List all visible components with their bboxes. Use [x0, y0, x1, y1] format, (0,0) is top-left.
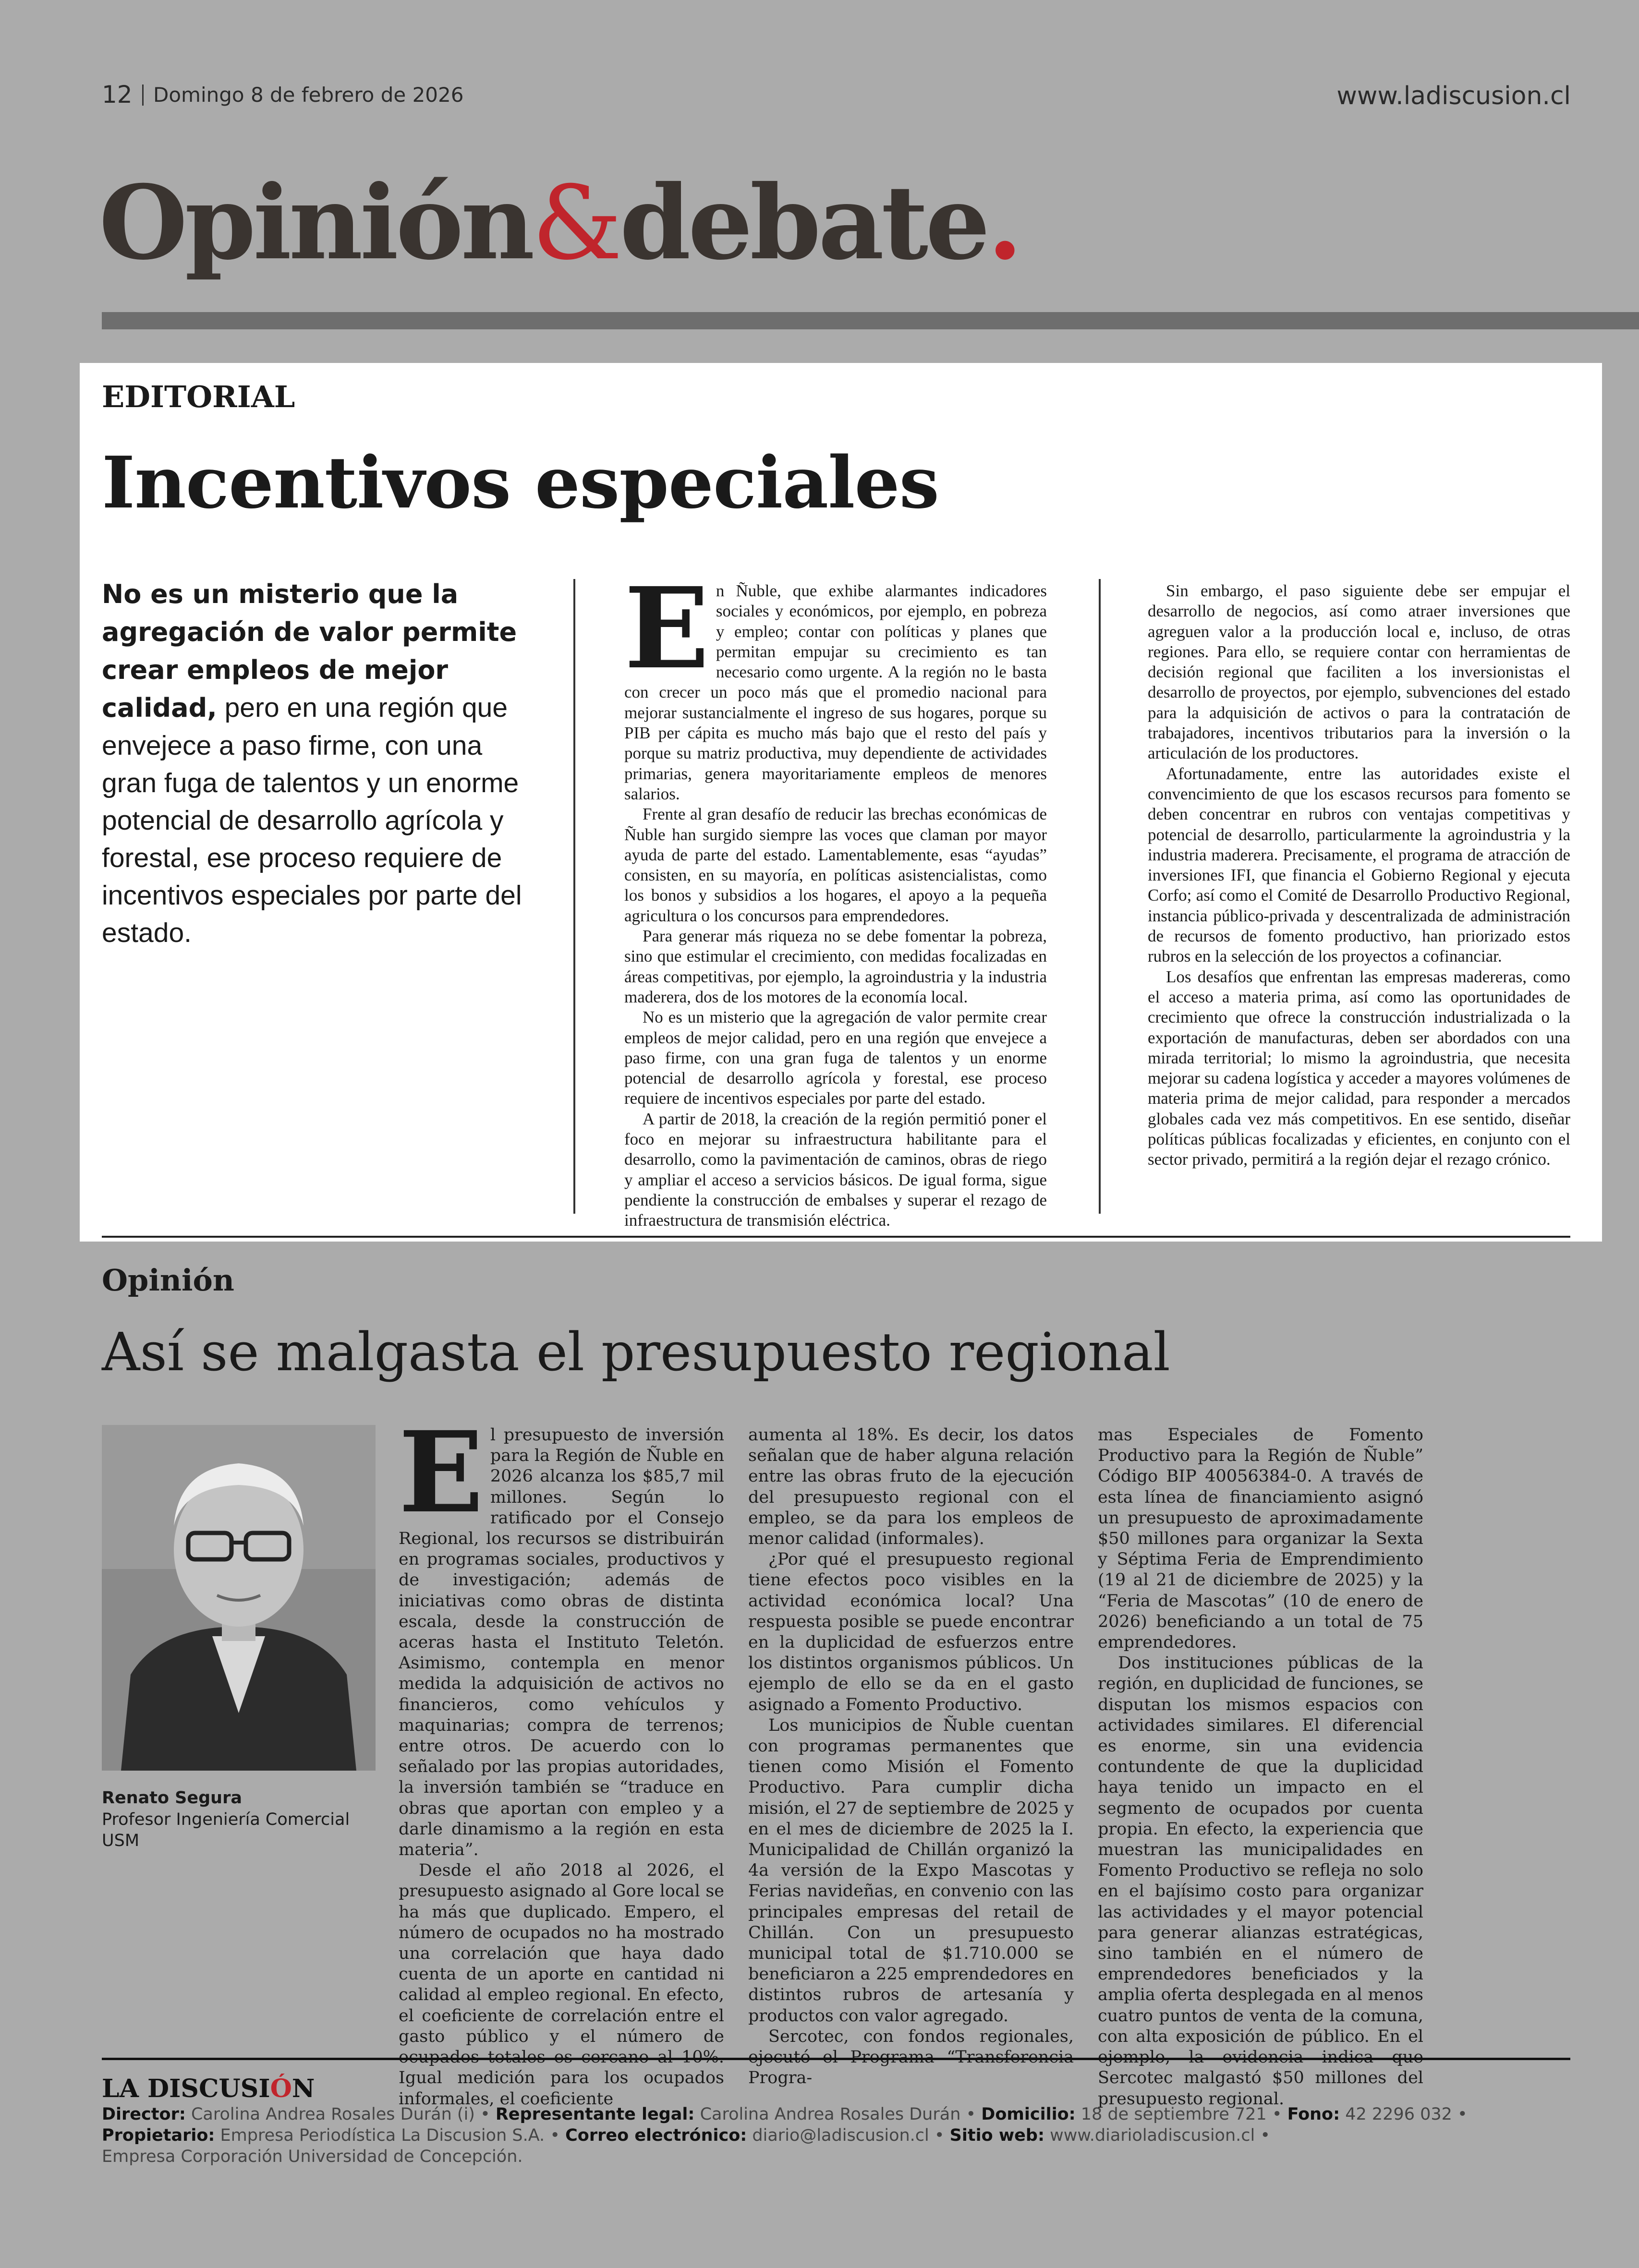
page-date: Domingo 8 de febrero de 2026	[142, 84, 463, 106]
opinion-paragraph: Los municipios de Ñuble cuentan con programas permanentes que tienen como Misión el Fomento Productivo. Para cumplir dicha misión, el 27 de septiembre de 2025 y en el mes de diciembre de 2025 la I. Municipalidad de Chillán organizó la 4a versión de la Expo Mascotas y Ferias navideñas, en convenio con las principales empresas del retail de Chillán. Con un presupuesto municipal total de $1.710.000 se beneficiaron a 225 emprendedores en distintos rubros de artesanía y productos con valor agregado.	[748, 1715, 1074, 2026]
author-role: Profesor Ingeniería Comercial USM	[102, 1810, 350, 1850]
opinion-paragraph: mas Especiales de Fomento Productivo para la Región de Ñuble” Código BIP 40056384-0. A través de esta línea de financiamiento asignó un presupuesto de aproximadamente $50 millones para organizar la Sexta y Séptima Feria de Emprendimiento (19 al 21 de diciembre de 2025) y la “Feria de Mascotas” (10 de enero de 2026) beneficiando a un total de 75 emprendedores.	[1098, 1425, 1423, 1653]
editorial-paragraph: Los desafíos que enfrentan las empresas madereras, como el acceso a materia prima, así como las oportunidades de crecimiento que ofrece la construcción industrializada o la exportación de manufacturas, deben ser abordados con una mirada territorial; lo mismo la agroindustria, que necesita mejorar su cadena logística y acceder a mayores volúmenes de materia prima de mejor calidad, para responder a mercados globales cada vez más competitivos. En ese sentido, diseñar políticas públicas focalizadas y eficientes, en conjunto con el sector privado, permitirá a la región dejar el rezago crónico.	[1148, 967, 1570, 1169]
editorial-column-2	[1148, 581, 1570, 1224]
section-divider	[102, 312, 1639, 329]
opinion-paragraph: El presupuesto de inversión para la Región de Ñuble en 2026 alcanza los $85,7 mil millones. Según lo ratificado por el Consejo Regional, los recursos se distribuirán en programas sociales, productivos y de investigación; además de iniciativas como obras de distinta escala, desde la construcción de aceras hasta el Instituto Teletón. Asimismo, contempla en menor medida la adquisición de activos no financieros, como vehículos y maquinarias; compra de terrenos; entre otros. De acuerdo con lo señalado por las propias autoridades, la inversión también se “traduce en obras que aportan con empleo y a darle dinamismo a la región en esta materia”.	[399, 1407, 724, 1860]
editorial-paragraph: Para generar más riqueza no se debe fomentar la pobreza, sino que estimular el crecimiento, con medidas focalizadas en áreas competitivas, por ejemplo, la agroindustria y la industria maderera, dos de los motores de la economía local.	[624, 927, 1047, 1006]
opinion-title: Así se malgasta el presupuesto regional	[102, 1321, 1170, 1383]
column-rule	[573, 579, 575, 1214]
editorial-summary-rest: pero en una región que envejece a paso firme, con una gran fuga de talentos y un enorme potencial de desarrollo agrícola y forestal, ese proceso requiere de incentivos especiales por parte del estado.	[102, 692, 522, 948]
editorial-summary	[102, 575, 524, 952]
opinion-paragraph: Dos instituciones públicas de la región, en duplicidad de funciones, se disputan los mismos espacios con actividades similares. El diferencial es enorme, sin una evidencia contundente de que la duplicidad haya tenido un impacto en el segmento de ocupados por cuenta propia. En efecto, la experiencia que muestran las municipalidades en Fomento Productivo se refleja no solo en el bajísimo costo para organizar las actividades y el mayor potencial para generar alianzas estratégicas, sino también en el número de emprendedores beneficiados y la amplia oferta desplegada en al menos cuatro puntos de venta de la comuna, con alta exposición de público. En el Sercotec malgastó $50 millones del presupuesto regional.	[1098, 1653, 1423, 2109]
opinion-paragraph: Desde el año 2018 al 2026, el presupuesto asignado al Gore local se ha más que duplicado. Empero, el número de ocupados no ha mostrado una correlación que haya dado cuenta de un aporte en cantidad ni calidad al empleo regional. En efecto, el coeficiente de correlación entre el gasto público y el número de Igual medición para los ocupados informales, el coeficiente	[399, 1861, 724, 2109]
column-rule	[1099, 579, 1101, 1214]
footer-credits-line-1: Director: Carolina Andrea Rosales Durán (i) • Representante legal: Carolina Andrea Rosales Durán • Domicilio: 18 de septiembre 721 • Fono: 42 2296 032 •	[102, 2105, 1468, 2124]
website-url[interactable]: www.ladiscusion.cl	[1336, 82, 1571, 110]
section-title-part1: Opinión	[99, 163, 532, 282]
opinion-kicker: Opinión	[102, 1263, 234, 1298]
editorial-paragraph: A partir de 2018, la creación de la región permitió poner el foco en mejorar su infraestructura habilitante para el desarrollo, como la pavimentación de caminos, obras de riego y ampliar el acceso a servicios básicos. De igual forma, sigue pendiente la construcción de embalses y superar el rezago de infraestructura de transmisión eléctrica.	[624, 1109, 1047, 1230]
editorial-summary-bold: No es un misterio que la agregación de valor permite crear empleos de mejor calidad,	[102, 579, 517, 723]
section-title	[99, 163, 1020, 282]
author-portrait-image	[102, 1425, 376, 1771]
opinion-column-3	[1098, 1425, 1423, 2109]
opinion-paragraph: ¿Por qué el presupuesto regional tiene efectos poco visibles en la actividad económica local? Una respuesta posible se puede encontrar en la duplicidad de esfuerzos entre los distintos organismos públicos. Un ejemplo de ello se da en el gasto asignado a Fomento Productivo.	[748, 1550, 1074, 1714]
section-title-part2: debate	[619, 163, 987, 282]
opinion-paragraph: Sercotec, con fondos regionales, Progra-	[748, 2027, 1074, 2088]
opinion-column-2	[748, 1425, 1074, 2088]
section-title-ampersand: &	[532, 164, 620, 282]
footer-credits-line-3: Empresa Corporación Universidad de Concepción.	[102, 2147, 523, 2166]
drop-cap: E	[624, 563, 709, 694]
newspaper-logo: LA DISCUSIÓN	[102, 2074, 315, 2103]
editorial-bottom-rule	[102, 1236, 1570, 1238]
editorial-paragraph: En Ñuble, que exhibe alarmantes indicadores sociales y económicos, por ejemplo, en pobreza y empleo; contar con políticas y planes que permitan empujar su crecimiento es tan necesario como urgente. A la región no le basta con crecer un poco más que el promedio nacional para mejorar sustancialmente el ingreso de sus hogares, porque su PIB per cápita es mucho más bajo que el resto del país y porque su matriz productiva, muy dependiente de actividades primarias, genera mayoritariamente empleos de menores salarios.	[624, 563, 1047, 803]
footer-website[interactable]: www.diarioladiscusion.cl	[1050, 2126, 1255, 2145]
editorial-kicker: EDITORIAL	[102, 379, 295, 414]
editorial-paragraph: Afortunadamente, entre las autoridades existe el convencimiento de que los escasos recursos para fomento se deben concentrar en rubros con ventajas competitivas y potencial de desarrollo, particularmente la agroindustria y la industria maderera. Precisamente, el programa de atracción de inversiones IFI, que financia el Gobierno Regional y ejecuta Corfo; así como el Comité de Desarrollo Productivo Regional, instancia público-privada y descentralizada de administración de recursos de fomento productivo, han priorizado estos rubros en la selección de los proyectos a cofinanciar.	[1148, 764, 1570, 966]
author-photo	[102, 1425, 376, 1771]
opinion-paragraph: aumenta al 18%. Es decir, los datos señalan que de haber alguna relación entre las obras fruto de la ejecución del presupuesto regional con el empleo, se da para los empleos de menor calidad (informales).	[748, 1425, 1074, 1549]
footer-credits-line-2: Propietario: Empresa Periodística La Discusion S.A. • Correo electrónico: diario@ladiscusion.cl • Sitio web: www.diarioladiscusion.cl •	[102, 2126, 1271, 2145]
author-name: Renato Segura	[102, 1788, 242, 1808]
editorial-paragraph: No es un misterio que la agregación de valor permite crear empleos de mejor calidad, pero en una región que envejece a paso firme, con una gran fuga de talentos y un enorme potencial de desarrollo agrícola y forestal, ese proceso requiere de incentivos especiales por parte del estado.	[624, 1008, 1047, 1108]
section-title-dot: .	[987, 163, 1020, 282]
footer-email[interactable]: diario@ladiscusion.cl	[752, 2126, 929, 2145]
drop-cap: E	[399, 1407, 484, 1538]
editorial-title: Incentivos especiales	[102, 441, 939, 524]
editorial-paragraph: Frente al gran desafío de reducir las brechas económicas de Ñuble han surgido siempre las voces que claman por mayor ayuda de parte del estado. Lamentablemente, esas “ayudas” consisten, en su mayoría, en políticas asistencialistas, como los bonos y subsidios a los hogares, el apoyo a la pequeña agricultura o los concursos para emprendedores.	[624, 805, 1047, 925]
opinion-column-1	[399, 1407, 724, 2109]
footer-rule	[102, 2058, 1570, 2060]
editorial-paragraph: Sin embargo, el paso siguiente debe ser empujar el desarrollo de negocios, así como atraer inversiones que agreguen valor a la producción local e, incluso, de otras regiones. Para ello, se requiere contar con herramientas de decisión regional que faciliten a los inversionistas el desarrollo de proyectos, por ejemplo, subvenciones del estado para la adquisición de activos o para la contratación de trabajadores, incentivos tributarios para la inversión o la articulación de los productores.	[1148, 581, 1570, 763]
page-number: 12	[102, 81, 133, 109]
editorial-column-1	[624, 563, 1047, 1230]
